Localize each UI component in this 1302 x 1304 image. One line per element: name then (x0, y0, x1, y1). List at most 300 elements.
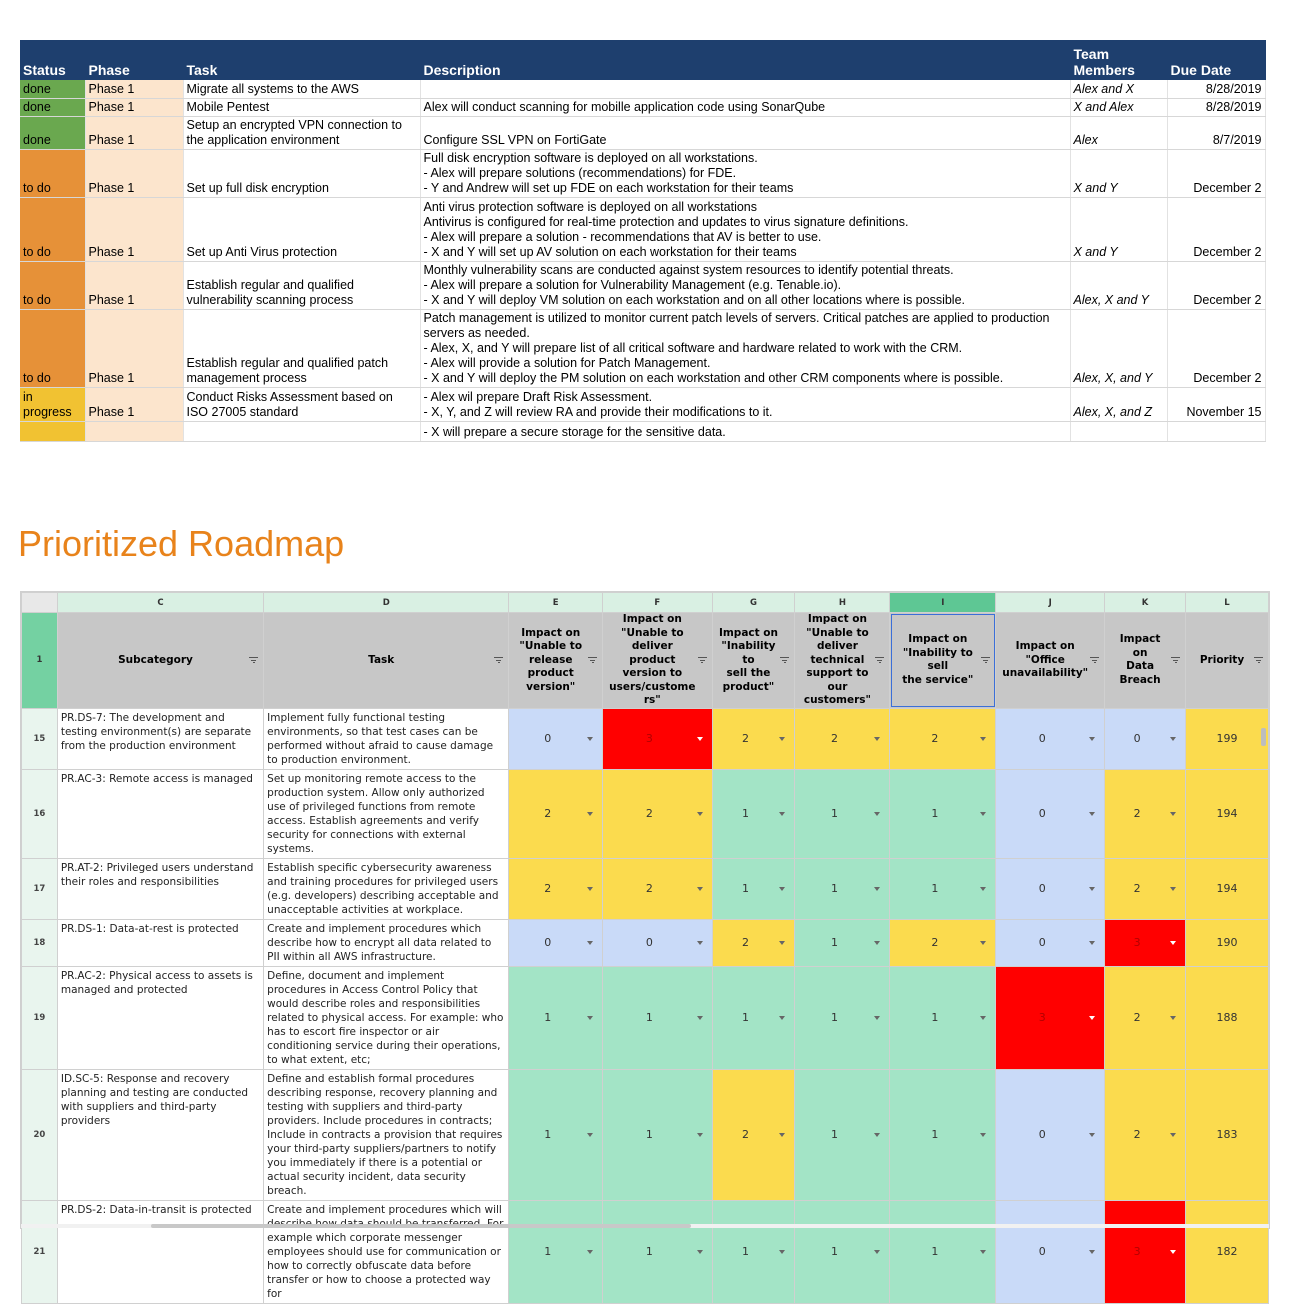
dropdown-arrow-icon[interactable] (587, 737, 593, 741)
impact-score-value: 1 (645, 1245, 653, 1258)
dropdown-arrow-icon[interactable] (1089, 941, 1095, 945)
row-number[interactable]: 21 (22, 1200, 58, 1303)
sheet-row (22, 769, 1269, 858)
team-members-cell: X and Y (1070, 197, 1167, 261)
dropdown-arrow-icon[interactable] (779, 1250, 785, 1254)
impact-score-value: 2 (645, 807, 653, 820)
impact-score-value: 1 (931, 1245, 939, 1258)
impact-support-header[interactable] (795, 613, 890, 709)
priority-cell[interactable]: 182 (1186, 1200, 1269, 1303)
filter-icon[interactable] (1254, 657, 1263, 663)
impact-score-dropdown[interactable] (996, 858, 1105, 919)
impact-score-value: 1 (741, 1245, 749, 1258)
task-header: Task (183, 40, 420, 80)
status-cell: done (20, 80, 85, 98)
team-members-cell: Alex (1070, 116, 1167, 149)
due-date-cell: December 2 (1167, 261, 1265, 309)
impact-score-value: 0 (544, 936, 552, 949)
description-cell: Patch management is utilized to monitor current patch levels of servers. Critical patches are applied to production servers as needed. - Alex, X, and Y will prepare list of all critical software and hardware related to work with the CRM. - Alex will provide a solution for Patch Management. - X and Y will deploy the PM solution on each workstation and other CRM components where is possible. (420, 309, 1070, 387)
impact-score-dropdown[interactable] (712, 769, 795, 858)
impact-score-dropdown[interactable] (509, 769, 603, 858)
impact-score-dropdown[interactable] (795, 708, 890, 769)
dropdown-arrow-icon[interactable] (1170, 1016, 1176, 1020)
description-header: Description (420, 40, 1070, 80)
subcategory-cell[interactable]: PR.AT-2: Privileged users understand their roles and responsibilities (57, 858, 263, 919)
task-cell[interactable]: Implement fully functional testing environments, so that test cases can be performed without afraid to cause damage to production environment. (264, 708, 509, 769)
impact-score-dropdown[interactable] (509, 966, 603, 1069)
task-row (20, 197, 1265, 261)
header-label: Impact on "Office unavailability" (1002, 640, 1089, 679)
subcategory-cell[interactable]: ID.SC-5: Response and recovery planning and testing are conducted with suppliers and third-party providers (57, 1069, 263, 1200)
row-number[interactable]: 1 (22, 613, 58, 709)
impact-score-value: 0 (1038, 1245, 1046, 1258)
dropdown-arrow-icon[interactable] (874, 1133, 880, 1137)
corner-cell[interactable] (22, 593, 58, 613)
subcategory-cell[interactable]: PR.DS-7: The development and testing environment(s) are separate from the production environment (57, 708, 263, 769)
impact-score-value: 2 (1133, 1011, 1141, 1024)
task-cell (183, 421, 420, 441)
impact-sell-product-header[interactable] (712, 613, 795, 709)
dropdown-arrow-icon[interactable] (1089, 812, 1095, 816)
dropdown-arrow-icon[interactable] (980, 1016, 986, 1020)
roadmap-grid (21, 592, 1269, 1304)
team-members-cell: Alex, X, and Z (1070, 387, 1167, 421)
impact-score-dropdown[interactable] (996, 919, 1105, 966)
impact-score-value: 2 (741, 936, 749, 949)
status-header: Status (20, 40, 85, 80)
team-members-cell: Alex and X (1070, 80, 1167, 98)
team-header: Team Members (1070, 40, 1167, 80)
dropdown-arrow-icon[interactable] (779, 941, 785, 945)
row-number[interactable]: 19 (22, 966, 58, 1069)
header-label: Priority (1199, 653, 1245, 666)
status-cell: to do (20, 261, 85, 309)
dropdown-arrow-icon[interactable] (874, 812, 880, 816)
dropdown-arrow-icon[interactable] (980, 1133, 986, 1137)
status-cell: done (20, 98, 85, 116)
impact-score-dropdown[interactable] (509, 708, 603, 769)
header-label: Task (368, 653, 395, 666)
task-row (20, 80, 1265, 98)
column-letter-k[interactable]: K (1105, 593, 1186, 613)
due-date-cell: December 2 (1167, 309, 1265, 387)
priority-cell[interactable]: 188 (1186, 966, 1269, 1069)
dropdown-arrow-icon[interactable] (587, 1250, 593, 1254)
phase-cell (85, 421, 183, 441)
impact-score-dropdown[interactable] (603, 966, 712, 1069)
dropdown-arrow-icon[interactable] (697, 1133, 703, 1137)
dropdown-arrow-icon[interactable] (779, 812, 785, 816)
task-cell: Conduct Risks Assessment based on ISO 27005 standard (183, 387, 420, 421)
task-cell: Establish regular and qualified patch management process (183, 309, 420, 387)
subcategory-cell[interactable]: PR.AC-2: Physical access to assets is managed and protected (57, 966, 263, 1069)
dropdown-arrow-icon[interactable] (874, 1016, 880, 1020)
phase-cell: Phase 1 (85, 387, 183, 421)
impact-score-value: 1 (830, 1245, 838, 1258)
subcategory-cell[interactable]: PR.DS-1: Data-at-rest is protected (57, 919, 263, 966)
impact-score-dropdown[interactable] (712, 1200, 795, 1303)
due-date-cell: December 2 (1167, 149, 1265, 197)
dropdown-arrow-icon[interactable] (697, 737, 703, 741)
impact-score-value: 2 (741, 1128, 749, 1141)
priority-cell[interactable]: 190 (1186, 919, 1269, 966)
dropdown-arrow-icon[interactable] (587, 887, 593, 891)
dropdown-arrow-icon[interactable] (1089, 737, 1095, 741)
task-cell[interactable]: Define and establish formal procedures describing response, recovery planning and testing with suppliers and third-party providers. Include procedures in contracts; Include in contracts a provision that requires your third-party suppliers/partners to notify you immediately if there is a potential or actual security incident, data security breach. (264, 1069, 509, 1200)
impact-score-dropdown[interactable] (603, 1200, 712, 1303)
impact-score-value: 1 (830, 807, 838, 820)
impact-score-value: 1 (830, 882, 838, 895)
task-row (20, 98, 1265, 116)
impact-score-value: 0 (1038, 807, 1046, 820)
due-header: Due Date (1167, 40, 1265, 80)
team-members-cell: Alex, X, and Y (1070, 309, 1167, 387)
impact-score-value: 1 (931, 882, 939, 895)
dropdown-arrow-icon[interactable] (1170, 1133, 1176, 1137)
impact-score-dropdown[interactable] (996, 966, 1105, 1069)
impact-score-value: 1 (931, 1011, 939, 1024)
dropdown-arrow-icon[interactable] (874, 737, 880, 741)
due-date-cell: November 15 (1167, 387, 1265, 421)
dropdown-arrow-icon[interactable] (1170, 812, 1176, 816)
row-number[interactable]: 16 (22, 769, 58, 858)
phase-cell: Phase 1 (85, 197, 183, 261)
task-cell[interactable]: Create and implement procedures which will example which corporate messenger employees should use for communication or how to correctly obfuscate data before transfer or how to choose a protected way for (264, 1200, 509, 1303)
dropdown-arrow-icon[interactable] (980, 941, 986, 945)
header-label: Impact on "Unable to deliver product version to users/custome rs" (609, 613, 696, 706)
column-letter-j[interactable]: J (996, 593, 1105, 613)
sheet-row (22, 858, 1269, 919)
impact-score-value: 0 (1133, 732, 1141, 745)
impact-score-dropdown[interactable] (603, 919, 712, 966)
impact-score-dropdown[interactable] (795, 966, 890, 1069)
filter-icon[interactable] (698, 657, 707, 663)
impact-score-dropdown[interactable] (712, 966, 795, 1069)
impact-score-dropdown[interactable] (712, 1069, 795, 1200)
impact-score-value: 1 (830, 1128, 838, 1141)
impact-score-dropdown[interactable] (996, 1200, 1105, 1303)
dropdown-arrow-icon[interactable] (697, 1016, 703, 1020)
dropdown-arrow-icon[interactable] (980, 737, 986, 741)
impact-score-dropdown[interactable] (603, 769, 712, 858)
impact-score-value: 1 (645, 1128, 653, 1141)
dropdown-arrow-icon[interactable] (1089, 1250, 1095, 1254)
dropdown-arrow-icon[interactable] (874, 887, 880, 891)
impact-score-value: 0 (1038, 882, 1046, 895)
team-members-cell (1070, 421, 1167, 441)
impact-score-dropdown[interactable] (1105, 966, 1186, 1069)
header-label: Impact on "Unable to release product version" (519, 626, 583, 693)
impact-score-value: 2 (544, 807, 552, 820)
sheet-row (22, 708, 1269, 769)
dropdown-arrow-icon[interactable] (587, 941, 593, 945)
dropdown-arrow-icon[interactable] (874, 941, 880, 945)
impact-score-value: 0 (645, 936, 653, 949)
impact-score-dropdown[interactable] (1105, 708, 1186, 769)
impact-score-dropdown[interactable] (603, 1069, 712, 1200)
impact-deliver-header[interactable] (603, 613, 712, 709)
task-row (20, 149, 1265, 197)
filter-icon[interactable] (981, 657, 990, 663)
impact-score-dropdown[interactable] (1105, 1200, 1186, 1303)
impact-score-value: 3 (645, 732, 653, 745)
column-letters-row (22, 593, 1269, 613)
subcategory-cell[interactable]: PR.DS-2: Data-in-transit is protected (57, 1200, 263, 1303)
filter-icon[interactable] (1090, 657, 1099, 663)
description-cell: - Alex wil prepare Draft Risk Assessment. - X, Y, and Z will review RA and provide their modifications to it. (420, 387, 1070, 421)
dropdown-arrow-icon[interactable] (980, 887, 986, 891)
task-cell: Establish regular and qualified vulnerability scanning process (183, 261, 420, 309)
description-cell: - X will prepare a secure storage for the sensitive data. (420, 421, 1070, 441)
impact-score-value: 1 (931, 1128, 939, 1141)
dropdown-arrow-icon[interactable] (697, 812, 703, 816)
impact-score-dropdown[interactable] (890, 708, 996, 769)
impact-score-dropdown[interactable] (1105, 1069, 1186, 1200)
impact-score-dropdown[interactable] (603, 858, 712, 919)
impact-score-dropdown[interactable] (795, 1069, 890, 1200)
roadmap-spreadsheet[interactable] (20, 591, 1270, 1300)
dropdown-arrow-icon[interactable] (1170, 1250, 1176, 1254)
filter-icon[interactable] (1171, 657, 1180, 663)
subcategory-cell[interactable]: PR.AC-3: Remote access is managed (57, 769, 263, 858)
impact-score-dropdown[interactable] (712, 919, 795, 966)
impact-score-value: 3 (1133, 936, 1141, 949)
task-cell: Set up Anti Virus protection (183, 197, 420, 261)
dropdown-arrow-icon[interactable] (779, 1016, 785, 1020)
task-cell: Set up full disk encryption (183, 149, 420, 197)
vertical-scrollbar[interactable] (1261, 728, 1266, 746)
impact-score-dropdown[interactable] (509, 858, 603, 919)
header-label: Subcategory (118, 653, 193, 666)
impact-breach-header[interactable] (1105, 613, 1186, 709)
status-cell: to do (20, 149, 85, 197)
column-letter-h[interactable]: H (795, 593, 890, 613)
filter-icon[interactable] (249, 657, 258, 663)
impact-sell-service-header[interactable] (890, 613, 996, 709)
impact-score-dropdown[interactable] (795, 858, 890, 919)
filter-icon[interactable] (588, 657, 597, 663)
team-members-cell: Alex, X and Y (1070, 261, 1167, 309)
impact-score-value: 2 (741, 732, 749, 745)
filter-icon[interactable] (780, 657, 789, 663)
roadmap-heading: Prioritized Roadmap (18, 523, 345, 564)
subcategory-header[interactable] (57, 613, 263, 709)
dropdown-arrow-icon[interactable] (779, 1133, 785, 1137)
due-date-cell: December 2 (1167, 197, 1265, 261)
impact-score-dropdown[interactable] (890, 1069, 996, 1200)
impact-score-dropdown[interactable] (890, 769, 996, 858)
impact-score-dropdown[interactable] (890, 966, 996, 1069)
impact-score-value: 2 (544, 882, 552, 895)
impact-score-dropdown[interactable] (509, 1200, 603, 1303)
row-number[interactable]: 18 (22, 919, 58, 966)
task-cell: Migrate all systems to the AWS (183, 80, 420, 98)
phase-cell: Phase 1 (85, 80, 183, 98)
dropdown-arrow-icon[interactable] (1170, 887, 1176, 891)
description-cell (420, 80, 1070, 98)
status-cell (20, 421, 85, 441)
impact-score-value: 1 (830, 1011, 838, 1024)
phase-cell: Phase 1 (85, 149, 183, 197)
dropdown-arrow-icon[interactable] (1170, 737, 1176, 741)
team-members-cell: X and Alex (1070, 98, 1167, 116)
dropdown-arrow-icon[interactable] (980, 1250, 986, 1254)
sheet-row (22, 1069, 1269, 1200)
status-cell: to do (20, 309, 85, 387)
impact-score-value: 1 (741, 882, 749, 895)
header-label: Impact on "Inability to sell the product" (718, 626, 778, 693)
description-cell: Monthly vulnerability scans are conducted against system resources to identify potential threats. - Alex will prepare a solution for Vulnerability Management (e.g. Tenable.io). - X and Y will deploy VM solution on each workstation and on all other locations where is possible. (420, 261, 1070, 309)
impact-score-value: 0 (544, 732, 552, 745)
impact-score-value: 2 (645, 882, 653, 895)
impact-score-value: 1 (741, 807, 749, 820)
task-header-cell[interactable] (264, 613, 509, 709)
priority-cell[interactable]: 199 (1186, 708, 1269, 769)
header-label: Impact on "Inability to sell the service" (902, 633, 974, 686)
dropdown-arrow-icon[interactable] (779, 887, 785, 891)
task-row (20, 309, 1265, 387)
impact-score-value: 3 (1038, 1011, 1046, 1024)
dropdown-arrow-icon[interactable] (697, 941, 703, 945)
dropdown-arrow-icon[interactable] (587, 812, 593, 816)
header-label: Impact on "Unable to deliver technical support to our customers" (803, 613, 872, 706)
column-letter-e[interactable]: E (509, 593, 603, 613)
impact-score-dropdown[interactable] (795, 1200, 890, 1303)
horizontal-scrollbar-track (21, 1224, 1269, 1228)
impact-score-value: 2 (1133, 807, 1141, 820)
column-letter-d[interactable]: D (264, 593, 509, 613)
impact-score-dropdown[interactable] (1105, 858, 1186, 919)
impact-score-value: 2 (931, 936, 939, 949)
column-letter-g[interactable]: G (712, 593, 795, 613)
dropdown-arrow-icon[interactable] (980, 812, 986, 816)
due-date-cell: 8/28/2019 (1167, 80, 1265, 98)
dropdown-arrow-icon[interactable] (1170, 941, 1176, 945)
impact-score-dropdown[interactable] (509, 919, 603, 966)
due-date-cell: 8/28/2019 (1167, 98, 1265, 116)
impact-score-value: 1 (645, 1011, 653, 1024)
task-table-header (20, 40, 1265, 80)
impact-score-dropdown[interactable] (712, 858, 795, 919)
dropdown-arrow-icon[interactable] (1089, 1016, 1095, 1020)
team-members-cell: X and Y (1070, 149, 1167, 197)
impact-score-value: 1 (544, 1128, 552, 1141)
dropdown-arrow-icon[interactable] (697, 887, 703, 891)
priority-cell[interactable]: 194 (1186, 858, 1269, 919)
phase-cell: Phase 1 (85, 98, 183, 116)
impact-score-dropdown[interactable] (509, 1069, 603, 1200)
column-letter-i[interactable]: I (890, 593, 996, 613)
impact-score-value: 0 (1038, 732, 1046, 745)
due-date-cell: 8/7/2019 (1167, 116, 1265, 149)
impact-score-value: 2 (931, 732, 939, 745)
impact-score-dropdown[interactable] (712, 708, 795, 769)
filter-icon[interactable] (494, 657, 503, 663)
task-cell[interactable]: Define, document and implement procedures in Access Control Policy that would describe roles and responsibilities related to physical access. For example: who has to escort fire inspector or air conditioning service during their operations, to what extent, etc; (264, 966, 509, 1069)
impact-score-value: 0 (1038, 936, 1046, 949)
dropdown-arrow-icon[interactable] (779, 737, 785, 741)
status-cell: in progress (20, 387, 85, 421)
row-number[interactable]: 17 (22, 858, 58, 919)
dropdown-arrow-icon[interactable] (1089, 1133, 1095, 1137)
dropdown-arrow-icon[interactable] (587, 1133, 593, 1137)
task-cell[interactable]: Set up monitoring remote access to the production system. Allow only authorized use of privileged functions from remote access. Establish agreements and verify security for connections with external systems. (264, 769, 509, 858)
impact-score-value: 1 (931, 807, 939, 820)
priority-header[interactable] (1186, 613, 1269, 709)
sheet-row (22, 1200, 1269, 1303)
impact-score-value: 0 (1038, 1128, 1046, 1141)
impact-score-value: 1 (830, 936, 838, 949)
description-cell: Configure SSL VPN on FortiGate (420, 116, 1070, 149)
task-cell[interactable]: Create and implement procedures which describe how to encrypt all data related to PII within all AWS infrastructure. (264, 919, 509, 966)
phase-cell: Phase 1 (85, 309, 183, 387)
impact-score-dropdown[interactable] (795, 919, 890, 966)
impact-score-value: 3 (1133, 1245, 1141, 1258)
column-letter-f[interactable]: F (603, 593, 712, 613)
impact-score-dropdown[interactable] (890, 1200, 996, 1303)
impact-release-header[interactable] (509, 613, 603, 709)
impact-office-header[interactable] (996, 613, 1105, 709)
impact-score-dropdown[interactable] (996, 708, 1105, 769)
task-row (20, 261, 1265, 309)
priority-cell[interactable]: 183 (1186, 1069, 1269, 1200)
impact-score-dropdown[interactable] (603, 708, 712, 769)
header-row (22, 613, 1269, 709)
task-row (20, 421, 1265, 441)
impact-score-value: 1 (544, 1011, 552, 1024)
filter-icon[interactable] (875, 657, 884, 663)
impact-score-value: 2 (830, 732, 838, 745)
status-cell: to do (20, 197, 85, 261)
task-cell: Setup an encrypted VPN connection to the application environment (183, 116, 420, 149)
column-letter-c[interactable]: C (57, 593, 263, 613)
row-number[interactable]: 15 (22, 708, 58, 769)
priority-cell[interactable]: 194 (1186, 769, 1269, 858)
dropdown-arrow-icon[interactable] (874, 1250, 880, 1254)
impact-score-value: 1 (741, 1011, 749, 1024)
phase-header: Phase (85, 40, 183, 80)
task-row (20, 387, 1265, 421)
dropdown-arrow-icon[interactable] (697, 1250, 703, 1254)
impact-score-dropdown[interactable] (996, 769, 1105, 858)
impact-score-dropdown[interactable] (1105, 919, 1186, 966)
description-cell: Alex will conduct scanning for mobille application code using SonarQube (420, 98, 1070, 116)
impact-score-dropdown[interactable] (996, 1069, 1105, 1200)
header-label: Impact on Data Breach (1119, 633, 1161, 686)
due-date-cell (1167, 421, 1265, 441)
dropdown-arrow-icon[interactable] (1089, 887, 1095, 891)
sheet-row (22, 919, 1269, 966)
impact-score-dropdown[interactable] (890, 919, 996, 966)
impact-score-dropdown[interactable] (795, 769, 890, 858)
impact-score-value: 1 (544, 1245, 552, 1258)
impact-score-value: 2 (1133, 882, 1141, 895)
task-cell[interactable]: Establish specific cybersecurity awareness and training procedures for privileged users (e.g. developers) describing acceptable and unacceptable activities at workplace. (264, 858, 509, 919)
description-cell: Anti virus protection software is deployed on all workstations Antivirus is configured for real-time protection and updates to virus signature definitions. - Alex will prepare a solution - recommendations that AV is better to use. - X and Y will set up AV solution on each workstation for their teams (420, 197, 1070, 261)
column-letter-l[interactable]: L (1186, 593, 1269, 613)
horizontal-scrollbar[interactable] (151, 1224, 691, 1228)
task-row (20, 116, 1265, 149)
dropdown-arrow-icon[interactable] (587, 1016, 593, 1020)
task-table (20, 40, 1266, 442)
row-number[interactable]: 20 (22, 1069, 58, 1200)
phase-cell: Phase 1 (85, 116, 183, 149)
impact-score-value: 2 (1133, 1128, 1141, 1141)
status-cell: done (20, 116, 85, 149)
phase-cell: Phase 1 (85, 261, 183, 309)
impact-score-dropdown[interactable] (1105, 769, 1186, 858)
impact-score-dropdown[interactable] (890, 858, 996, 919)
